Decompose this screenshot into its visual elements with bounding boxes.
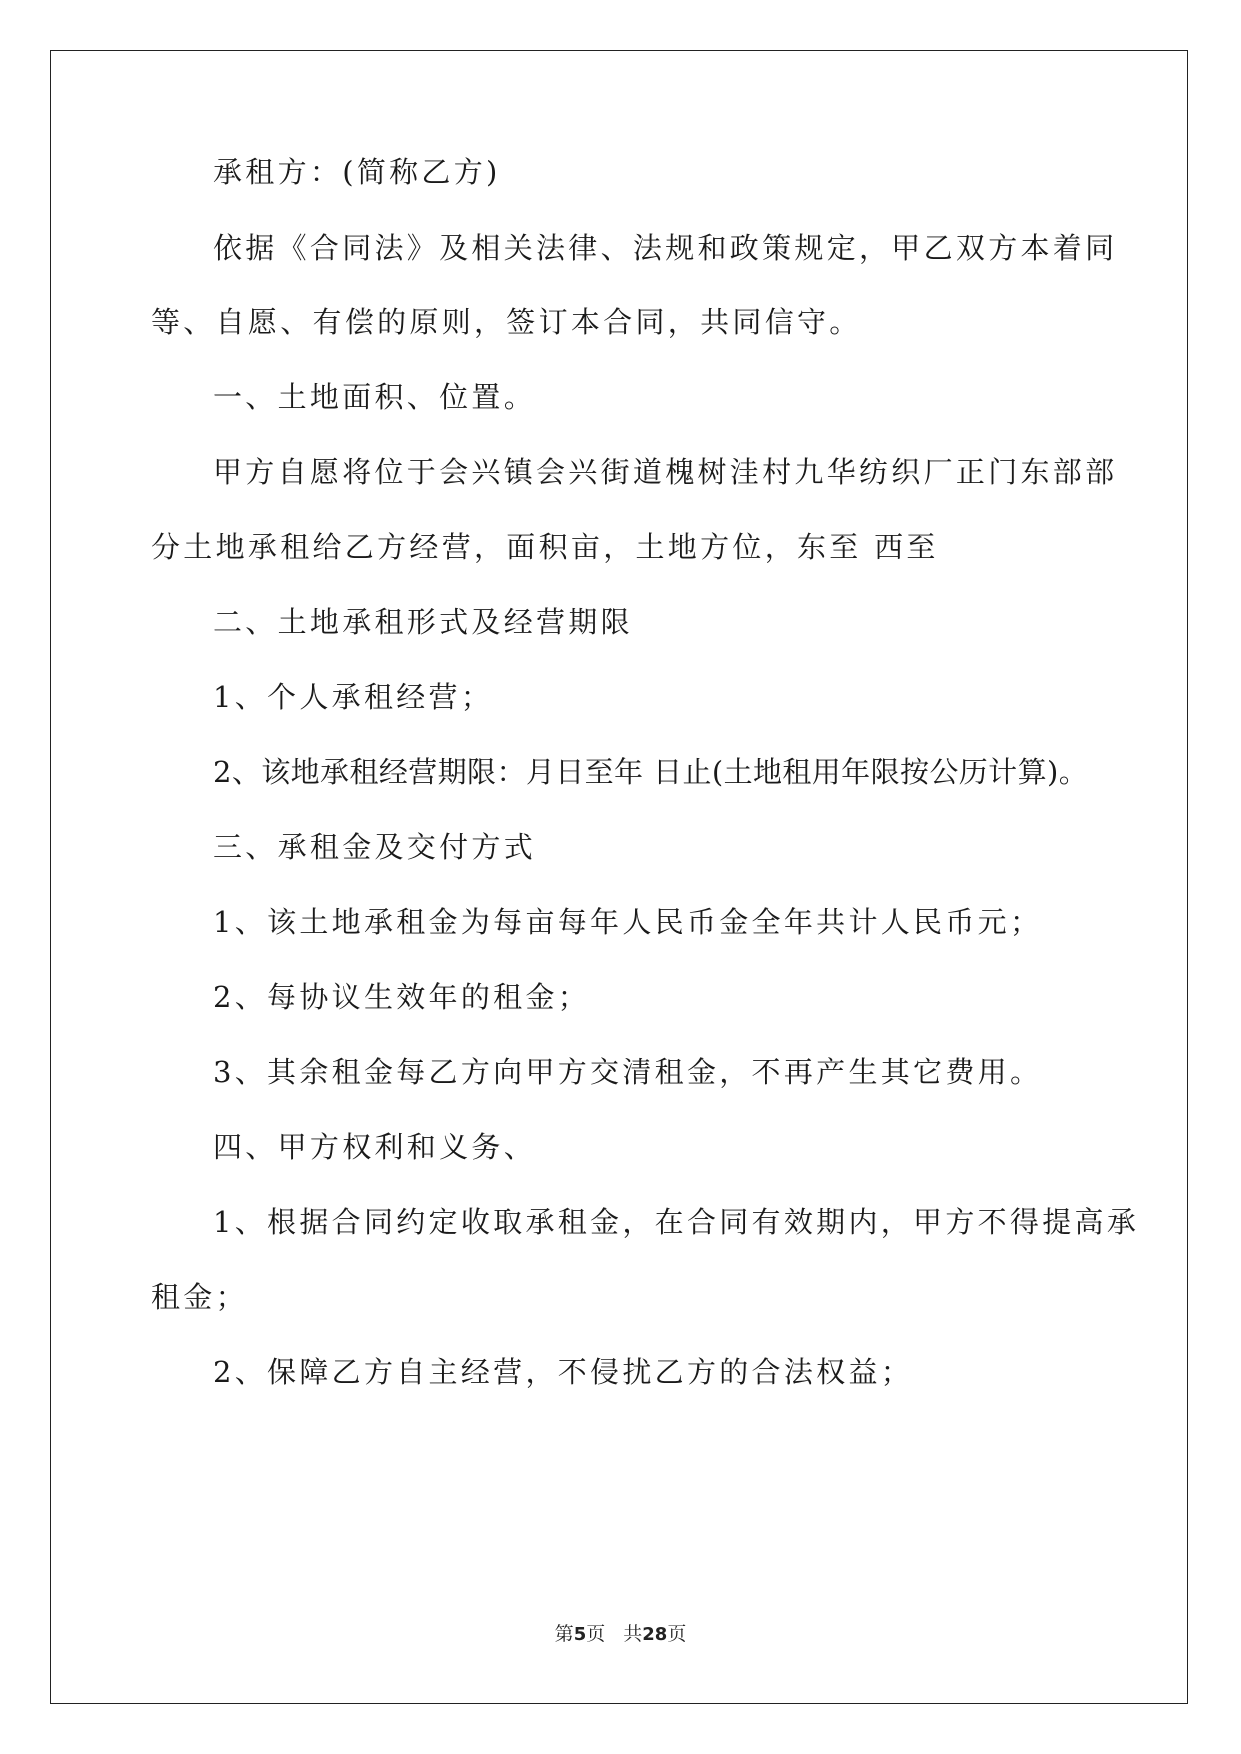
page-prefix: 第 <box>554 1623 574 1645</box>
paragraph-line: 分土地承租给乙方经营，面积亩，土地方位，东至 西至 <box>151 530 939 564</box>
paragraph-line: 租金； <box>151 1280 248 1314</box>
page-suffix: 页 <box>586 1623 606 1645</box>
paragraph-line: 2、每协议生效年的租金； <box>213 980 591 1014</box>
page-number: 5 <box>573 1624 587 1645</box>
paragraph-line: 1、根据合同约定收取承租金，在合同有效期内，甲方不得提高承 <box>213 1205 1140 1239</box>
paragraph-line: 1、个人承租经营； <box>213 680 494 714</box>
paragraph-line: 甲方自愿将位于会兴镇会兴街道槐树洼村九华纺织厂正门东部部 <box>213 455 1118 489</box>
section-heading: 三、承租金及交付方式 <box>213 830 537 864</box>
paragraph-line: 等、自愿、有偿的原则，签订本合同，共同信守。 <box>151 305 862 339</box>
paragraph-line: 承租方：(简称乙方) <box>213 155 501 189</box>
section-heading: 一、土地面积、位置。 <box>213 380 537 414</box>
section-heading: 二、土地承租形式及经营期限 <box>213 605 633 639</box>
page-footer <box>0 1622 1241 1647</box>
paragraph-line: 3、其余租金每乙方向甲方交清租金，不再产生其它费用。 <box>213 1055 1043 1089</box>
paragraph-line: 1、该土地承租金为每亩每年人民币金全年共计人民币元； <box>213 905 1043 939</box>
total-suffix: 页 <box>667 1623 687 1645</box>
paragraph-line: 2、该地承租经营期限：月日至年 日止(土地租用年限按公历计算)。 <box>213 755 1089 789</box>
total-pages: 28 <box>642 1624 668 1645</box>
paragraph-line: 2、保障乙方自主经营，不侵扰乙方的合法权益； <box>213 1355 914 1389</box>
paragraph-line: 依据《合同法》及相关法律、法规和政策规定，甲乙双方本着同 <box>213 231 1118 265</box>
total-prefix: 共 <box>623 1623 643 1645</box>
section-heading: 四、甲方权利和义务、 <box>213 1130 537 1164</box>
page-border <box>50 50 1188 1704</box>
